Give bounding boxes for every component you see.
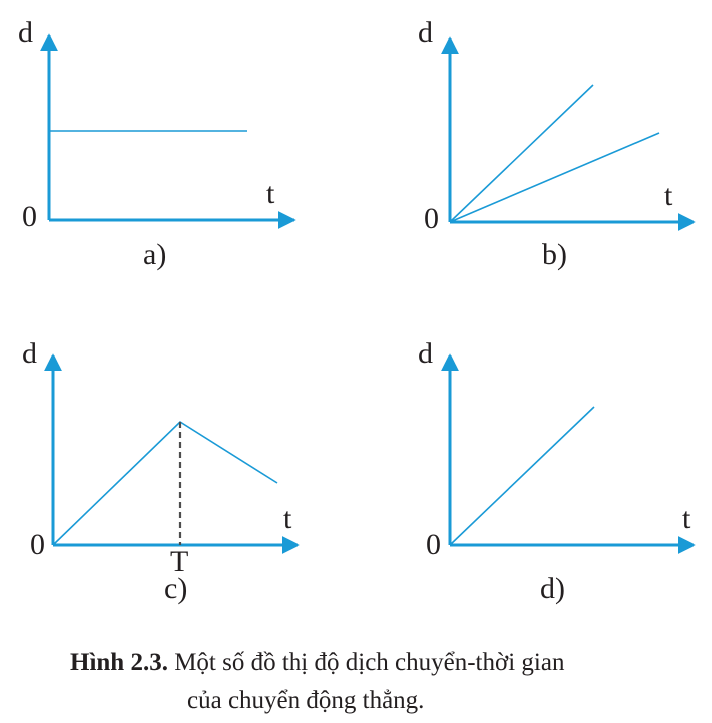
panel-b-x-axis-label: t [664, 179, 673, 212]
panel-d-y-axis-label: d [418, 337, 433, 370]
panel-d-x-axis-label: t [682, 502, 691, 535]
panel-a-y-axis-label: d [18, 16, 33, 49]
panel-d-label: d) [540, 572, 565, 605]
panel-d [418, 337, 694, 605]
panel-c-graph-line [53, 422, 277, 545]
panel-b [418, 16, 694, 271]
figure-caption-line1 [70, 649, 565, 676]
panel-b-graph-line-steep [450, 85, 593, 222]
panel-b-label: b) [542, 238, 567, 271]
panel-c-origin-label: 0 [30, 528, 45, 561]
panel-b-graph-line-shallow [450, 133, 659, 222]
panel-c-label: c) [164, 572, 188, 605]
panel-a [18, 16, 294, 271]
figure-caption-line2: của chuyển động thẳng. [187, 687, 425, 714]
panel-c-y-axis-label: d [22, 337, 37, 370]
panel-c-marker-label: T [170, 545, 189, 578]
panel-b-y-axis-label: d [418, 16, 433, 49]
panel-a-origin-label: 0 [22, 200, 37, 233]
panel-a-x-axis-label: t [266, 177, 275, 210]
panel-d-origin-label: 0 [426, 528, 441, 561]
panel-b-origin-label: 0 [424, 202, 439, 235]
figure-caption-text: Một số đồ thị độ dịch chuyển-thời gian [167, 649, 565, 676]
panel-c-x-axis-label: t [283, 502, 292, 535]
panel-c [22, 337, 298, 605]
panel-d-graph-line [450, 407, 594, 545]
figure-caption-number: Hình 2.3. [70, 649, 168, 676]
panel-a-label: a) [143, 238, 167, 271]
